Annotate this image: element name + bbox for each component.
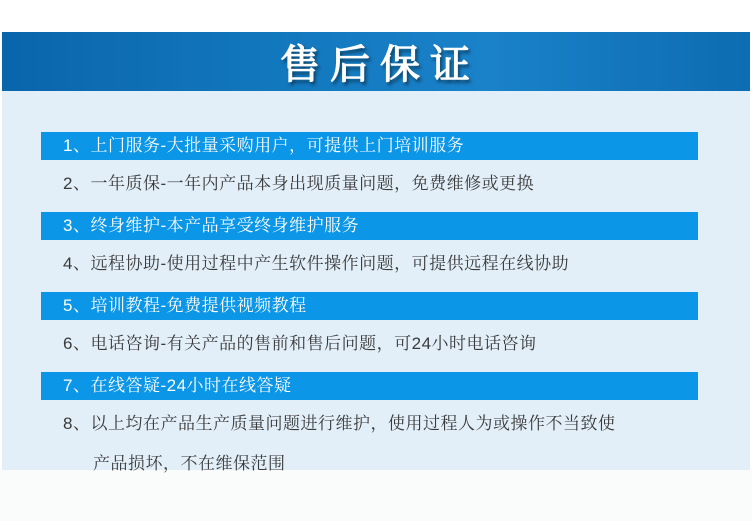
list-item-onsite-service (41, 132, 698, 160)
list-item-text: 1、上门服务-大批量采购用户，可提供上门培训服务 (63, 136, 465, 155)
list-item-text-line1: 8、以上均在产品生产质量问题进行维护，使用过程人为或操作不当致使 (63, 414, 616, 433)
list-item-remote-assistance (41, 252, 698, 276)
list-item-text: 3、终身维护-本产品享受终身维护服务 (63, 216, 360, 235)
list-item-lifetime-maintenance (41, 212, 698, 240)
list-item-text: 2、一年质保-一年内产品本身出现质量问题，免费维修或更换 (63, 174, 535, 193)
list-item-text: 4、远程协助-使用过程中产生软件操作问题，可提供远程在线协助 (63, 254, 570, 273)
list-item-phone-consultation (41, 332, 698, 356)
list-item-text: 5、培训教程-免费提供视频教程 (63, 296, 307, 315)
list-item-one-year-warranty (41, 172, 698, 196)
list-item-online-qa (41, 372, 698, 400)
list-item-text: 6、电话咨询-有关产品的售前和售后问题，可24小时电话咨询 (63, 334, 537, 353)
list-item-text: 7、在线答疑-24小时在线答疑 (63, 376, 292, 395)
list-item-warranty-scope (41, 412, 698, 476)
section-title: 售后保证 (280, 43, 480, 87)
list-item-training-tutorials (41, 292, 698, 320)
section-banner (2, 32, 750, 91)
list-item-text-line2: 产品损坏，不在维保范围 (93, 454, 286, 473)
guarantee-list (41, 132, 698, 492)
